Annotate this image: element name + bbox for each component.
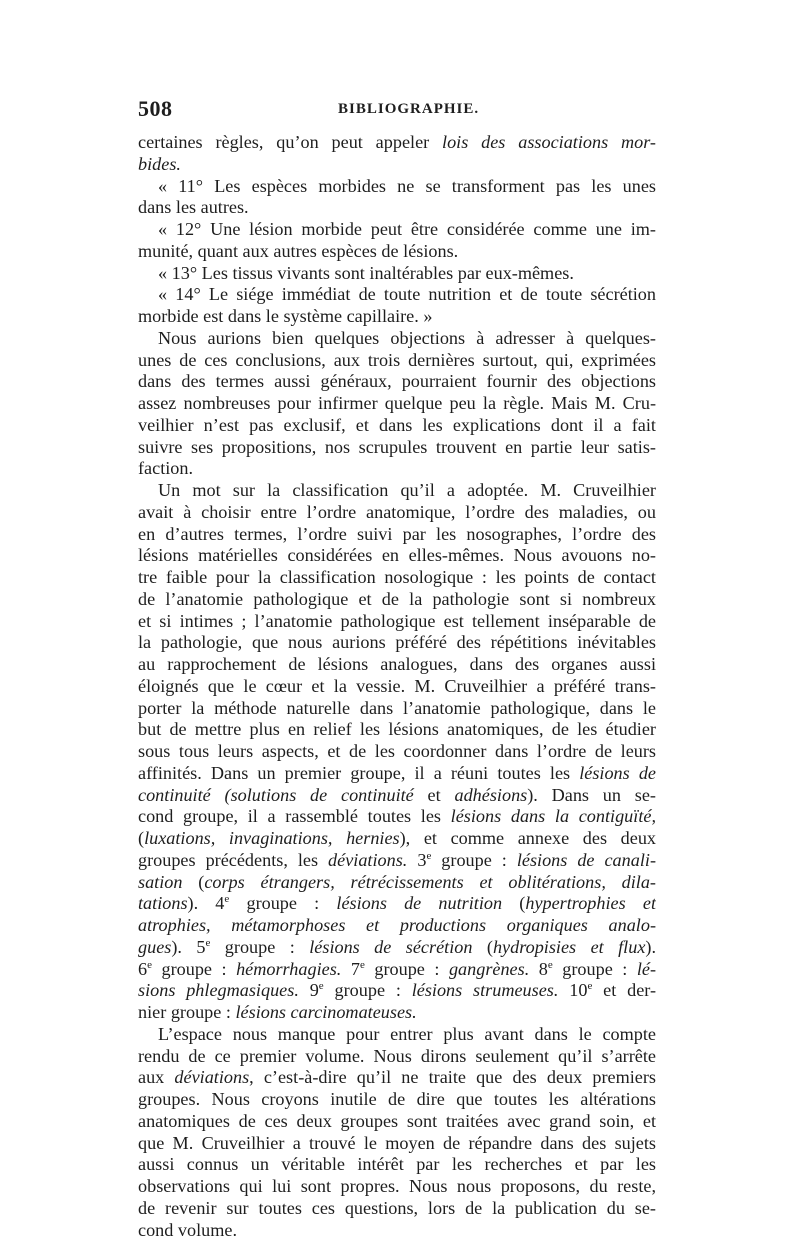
- text-segment: lésions de sécrétion: [309, 937, 472, 957]
- text-line: [138, 350, 656, 372]
- text-segment: but de mettre plus en relief les lésions anatomiques, de les étudier: [138, 719, 656, 739]
- text-segment: tre faible pour la classification nosologique : les points de contact: [138, 567, 656, 587]
- text-line: [138, 1002, 656, 1024]
- text-segment: (: [138, 828, 144, 848]
- text-segment: ). 5: [171, 937, 205, 957]
- text-line: [138, 893, 656, 915]
- text-line: [138, 567, 656, 589]
- text-segment: Nous aurions bien quelques objections à adresser à quelques-: [158, 328, 656, 348]
- text-line: [138, 176, 656, 198]
- text-segment: gues: [138, 937, 171, 957]
- text-segment: « 11° Les espèces morbides ne se transforment pas les unes: [158, 176, 656, 196]
- text-segment: aussi connus un véritable intérêt par les recherches et par les: [138, 1154, 656, 1174]
- text-line: [138, 632, 656, 654]
- text-line: [138, 1089, 656, 1111]
- text-segment: nier groupe :: [138, 1002, 235, 1022]
- text-segment: anatomiques de ces deux groupes sont traitées avec grand soin, et: [138, 1111, 656, 1131]
- text-line: [138, 415, 656, 437]
- text-line: [138, 937, 656, 959]
- text-segment: L’espace nous manque pour entrer plus avant dans le compte: [158, 1024, 656, 1044]
- text-line: [138, 328, 656, 350]
- text-line: [138, 676, 656, 698]
- text-segment: ), et comme annexe des deux: [400, 828, 656, 848]
- text-segment: lésions de nutrition: [336, 893, 502, 913]
- text-segment: porter la méthode naturelle dans l’anatomie pathologique, dans le: [138, 698, 656, 718]
- text-segment: e: [548, 959, 553, 971]
- text-line: [138, 980, 656, 1002]
- text-segment: e: [205, 937, 210, 949]
- text-segment: « 12° Une lésion morbide peut être considérée comme une im-: [158, 219, 656, 239]
- text-segment: unes de ces conclusions, aux trois dernières surtout, qui, exprimées: [138, 350, 656, 370]
- text-segment: lois des associations mor-: [442, 132, 656, 152]
- text-segment: de revenir sur toutes ces questions, lors de la publication du se-: [138, 1198, 656, 1218]
- text-segment: sions phlegmasiques.: [138, 980, 299, 1000]
- text-line: [138, 872, 656, 894]
- text-segment: hydropisies et flux: [493, 937, 645, 957]
- text-line: [138, 284, 656, 306]
- text-segment: lésions strumeuses.: [412, 980, 559, 1000]
- text-segment: 8: [529, 959, 548, 979]
- text-segment: et si intimes ; l’anatomie pathologique est tellement inséparable de: [138, 611, 656, 631]
- text-segment: que M. Cruveilhier a trouvé le moyen de répandre dans des sujets: [138, 1133, 656, 1153]
- body-text: [138, 132, 656, 1241]
- text-segment: hypertrophies et: [525, 893, 656, 913]
- text-line: [138, 1154, 656, 1176]
- page-number: 508: [138, 96, 173, 122]
- text-segment: groupes. Nous croyons inutile de dire que toutes les altérations: [138, 1089, 656, 1109]
- text-line: [138, 437, 656, 459]
- text-line: [138, 654, 656, 676]
- text-line: [138, 371, 656, 393]
- text-segment: sation: [138, 872, 182, 892]
- text-line: [138, 741, 656, 763]
- text-segment: munité, quant aux autres espèces de lésions.: [138, 241, 458, 261]
- text-line: [138, 915, 656, 937]
- text-segment: tations: [138, 893, 188, 913]
- text-line: [138, 545, 656, 567]
- text-segment: e: [319, 980, 324, 992]
- text-segment: lésions carcinomateuses.: [235, 1002, 416, 1022]
- text-segment: e: [360, 959, 365, 971]
- text-segment: groupes précédents, les: [138, 850, 328, 870]
- text-segment: rendu de ce premier volume. Nous dirons seulement qu’il s’arrête: [138, 1046, 656, 1066]
- text-segment: adhésions: [454, 785, 527, 805]
- text-line: [138, 1046, 656, 1068]
- text-line: [138, 458, 656, 480]
- text-segment: groupe :: [365, 959, 449, 979]
- running-head: BIBLIOGRAPHIE.: [338, 101, 479, 118]
- text-segment: affinités. Dans un premier groupe, il a réuni toutes les: [138, 763, 579, 783]
- text-segment: « 13° Les tissus vivants sont inaltérables par eux-mêmes.: [158, 263, 574, 283]
- text-line: [138, 241, 656, 263]
- text-segment: lésions matérielles considérées en elles-mêmes. Nous avouons no-: [138, 545, 656, 565]
- text-segment: déviations: [174, 1067, 249, 1087]
- text-segment: et der-: [592, 980, 656, 1000]
- text-segment: e: [426, 850, 431, 862]
- text-line: [138, 611, 656, 633]
- text-segment: continuité (solutions de continuité: [138, 785, 414, 805]
- text-segment: dans les autres.: [138, 197, 249, 217]
- text-segment: suivre ses propositions, nos scrupules trouvent en partie leur satis-: [138, 437, 656, 457]
- text-segment: 10: [558, 980, 587, 1000]
- text-segment: e: [224, 893, 229, 905]
- text-line: [138, 850, 656, 872]
- text-segment: lé-: [637, 959, 656, 979]
- text-segment: aux: [138, 1067, 174, 1087]
- text-segment: morbide est dans le système capillaire. »: [138, 306, 432, 326]
- text-segment: e: [587, 980, 592, 992]
- text-line: [138, 828, 656, 850]
- text-segment: corps étrangers, rétrécissements et oblitérations, dila-: [204, 872, 656, 892]
- text-segment: groupe :: [553, 959, 637, 979]
- text-line: [138, 524, 656, 546]
- text-line: [138, 393, 656, 415]
- text-segment: (: [472, 937, 493, 957]
- text-line: [138, 306, 656, 328]
- text-segment: groupe :: [210, 937, 309, 957]
- text-line: [138, 763, 656, 785]
- text-segment: certaines règles, qu’on peut appeler: [138, 132, 442, 152]
- text-segment: ). 4: [188, 893, 225, 913]
- text-line: [138, 719, 656, 741]
- text-line: [138, 197, 656, 219]
- text-line: [138, 785, 656, 807]
- text-line: [138, 1220, 656, 1241]
- text-segment: avait à choisir entre l’ordre anatomique, l’ordre des maladies, ou: [138, 502, 656, 522]
- text-line: [138, 263, 656, 285]
- text-segment: cond volume.: [138, 1220, 237, 1240]
- text-line: [138, 1024, 656, 1046]
- text-line: [138, 1198, 656, 1220]
- text-segment: lésions de: [579, 763, 656, 783]
- text-segment: éloignés que le cœur et la vessie. M. Cruveilhier a préféré trans-: [138, 676, 656, 696]
- text-segment: , c’est-à-dire qu’il ne traite que des deux premiers: [249, 1067, 656, 1087]
- text-segment: groupe :: [152, 959, 236, 979]
- text-line: [138, 589, 656, 611]
- text-segment: cond groupe, il a rassemblé toutes les: [138, 806, 451, 826]
- text-line: [138, 502, 656, 524]
- text-segment: groupe :: [431, 850, 517, 870]
- text-line: [138, 1176, 656, 1198]
- text-segment: 6: [138, 959, 147, 979]
- text-line: [138, 154, 656, 176]
- text-segment: déviations.: [328, 850, 407, 870]
- text-line: [138, 1111, 656, 1133]
- text-segment: atrophies, métamorphoses et productions organiques analo-: [138, 915, 656, 935]
- text-segment: assez nombreuses pour infirmer quelque peu la règle. Mais M. Cru-: [138, 393, 656, 413]
- text-line: [138, 480, 656, 502]
- text-segment: observations qui lui sont propres. Nous nous proposons, du reste,: [138, 1176, 656, 1196]
- text-segment: Un mot sur la classification qu’il a adoptée. M. Cruveilhier: [158, 480, 656, 500]
- text-line: [138, 1067, 656, 1089]
- page-header: [138, 96, 658, 126]
- text-segment: « 14° Le siége immédiat de toute nutrition et de toute sécrétion: [158, 284, 656, 304]
- text-line: [138, 806, 656, 828]
- text-segment: 9: [299, 980, 319, 1000]
- text-segment: au rapprochement de lésions analogues, dans des organes aussi: [138, 654, 656, 674]
- text-line: [138, 219, 656, 241]
- text-segment: la pathologie, que nous aurions préféré des répétitions inévitables: [138, 632, 656, 652]
- text-segment: sous tous leurs aspects, et de les coordonner dans l’ordre de leurs: [138, 741, 656, 761]
- text-segment: e: [147, 959, 152, 971]
- text-segment: veilhier n’est pas exclusif, et dans les explications dont il a fait: [138, 415, 656, 435]
- text-segment: dans des termes aussi généraux, pourraient fournir des objections: [138, 371, 656, 391]
- text-segment: hémorrhagies.: [236, 959, 341, 979]
- text-segment: lésions de canali-: [517, 850, 656, 870]
- text-line: [138, 1133, 656, 1155]
- text-segment: ).: [645, 937, 656, 957]
- text-segment: groupe :: [229, 893, 336, 913]
- text-segment: 7: [341, 959, 360, 979]
- text-segment: lésions dans la contiguïté,: [451, 806, 656, 826]
- text-segment: (: [502, 893, 525, 913]
- text-segment: faction.: [138, 458, 193, 478]
- text-line: [138, 132, 656, 154]
- text-segment: groupe :: [324, 980, 412, 1000]
- text-line: [138, 959, 656, 981]
- text-segment: luxations, invaginations, hernies: [144, 828, 400, 848]
- text-segment: en d’autres termes, l’ordre suivi par les nosographes, l’ordre des: [138, 524, 656, 544]
- text-segment: 3: [407, 850, 426, 870]
- text-segment: et: [414, 785, 455, 805]
- text-segment: (: [182, 872, 204, 892]
- text-line: [138, 698, 656, 720]
- text-segment: gangrènes.: [449, 959, 529, 979]
- text-segment: bides.: [138, 154, 181, 174]
- text-segment: ). Dans un se-: [527, 785, 656, 805]
- text-segment: de l’anatomie pathologique et de la pathologie sont si nombreux: [138, 589, 656, 609]
